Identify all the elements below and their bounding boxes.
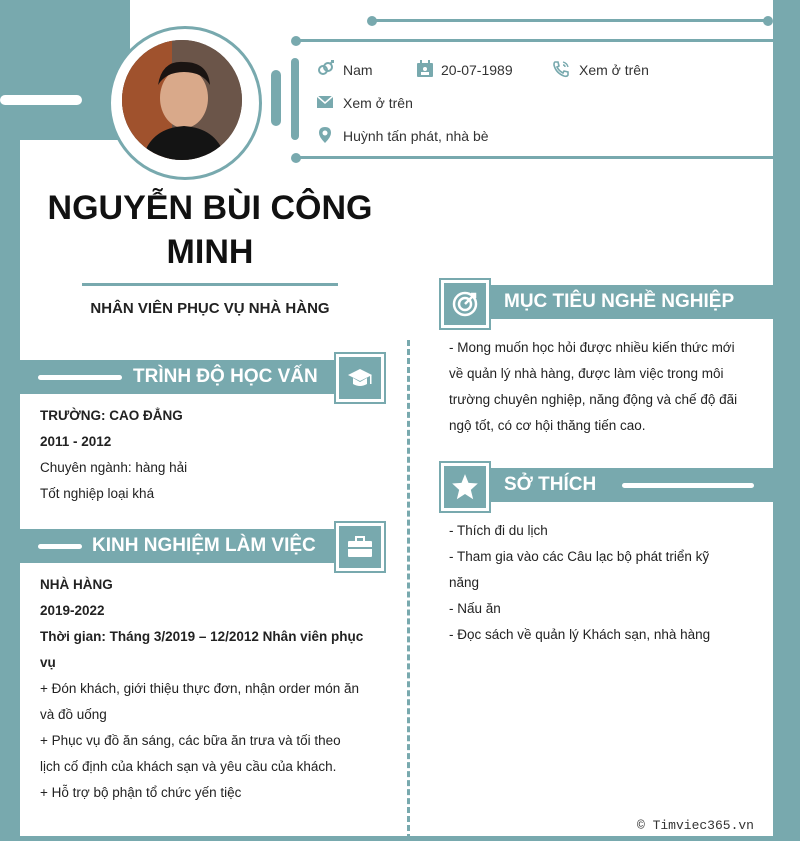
graduation-cap-icon: [336, 354, 384, 402]
objective-title: MỤC TIÊU NGHỀ NGHIỆP: [504, 291, 735, 312]
objective-line: ngộ tốt, có cơ hội thăng tiến cao.: [449, 418, 646, 433]
school-name: TRƯỜNG: CAO ĐẲNG: [40, 408, 183, 423]
hobbies-header: [470, 468, 774, 502]
decor-pill: [271, 70, 281, 126]
duty-line: lịch cố định của khách sạn và yêu cầu của khách.: [40, 759, 337, 774]
hobby-item: - Thích đi du lịch: [449, 523, 548, 538]
experience-years: 2019-2022: [40, 603, 105, 618]
hobby-item: - Tham gia vào các Câu lạc bộ phát triển kỹ: [449, 549, 710, 564]
full-name: [40, 186, 380, 274]
phone-icon: [552, 60, 570, 83]
avatar: [122, 40, 242, 160]
frame-bottom-bar: [0, 836, 800, 841]
name-line-2: MINH: [166, 233, 254, 271]
name-divider: [82, 283, 338, 286]
decor-white-bar: [622, 483, 754, 488]
objective-line: về quản lý nhà hàng, được làm việc trong môi: [449, 366, 724, 381]
briefcase-icon: [336, 523, 384, 571]
education-body: [40, 403, 187, 507]
calendar-icon: [416, 60, 434, 83]
target-icon: [441, 280, 489, 328]
email-value: Xem ở trên: [343, 95, 413, 111]
education-major: Chuyên ngành: hàng hải: [40, 460, 188, 475]
objective-header: [470, 285, 774, 319]
frame-top-left-block: [0, 0, 130, 60]
objective-body: [449, 335, 749, 439]
copyright-text: © Timviec365.vn: [636, 818, 754, 833]
decor-white-bar: [38, 375, 122, 380]
decor-pill: [291, 58, 299, 140]
frame-right-bar: [773, 0, 800, 841]
experience-period: Thời gian: Tháng 3/2019 – 12/2012 Nhân viên phục: [40, 629, 364, 644]
experience-body: [40, 572, 371, 806]
education-title: TRÌNH ĐỘ HỌC VẤN: [133, 366, 318, 387]
duty-line: + Đón khách, giới thiệu thực đơn, nhận order món ăn: [40, 681, 360, 696]
column-divider: [407, 340, 410, 840]
gender-value: Nam: [343, 62, 373, 78]
decor-line: [296, 156, 774, 159]
address-value: Huỳnh tấn phát, nhà bè: [343, 128, 489, 144]
education-years: 2011 - 2012: [40, 434, 112, 449]
experience-period-cont: vụ: [40, 655, 56, 670]
decor-line: [372, 19, 768, 22]
company-name: NHÀ HÀNG: [40, 577, 113, 592]
experience-title: KINH NGHIỆM LÀM VIỆC: [92, 535, 316, 556]
duty-line: và đồ uống: [40, 707, 107, 722]
objective-line: - Mong muốn học hỏi được nhiều kiến thức mới: [449, 340, 735, 355]
location-icon: [316, 126, 334, 149]
hobbies-title: SỞ THÍCH: [504, 474, 597, 495]
duty-line: + Hỗ trợ bộ phận tổ chức yến tiệc: [40, 785, 242, 800]
gender-icon: [316, 60, 334, 83]
name-line-1: NGUYỄN BÙI CÔNG: [47, 189, 373, 227]
hobby-item: năng: [449, 575, 480, 590]
star-icon: [441, 463, 489, 511]
hobby-item: - Đọc sách về quản lý Khách sạn, nhà hàng: [449, 627, 711, 642]
email-icon: [316, 93, 334, 116]
objective-line: trường chuyên nghiệp, năng động và chế độ đãi: [449, 392, 738, 407]
experience-header: [20, 529, 350, 563]
decor-dot: [763, 16, 773, 26]
decor-white-bar: [38, 544, 82, 549]
education-result: Tốt nghiệp loại khá: [40, 486, 155, 501]
decor-line: [296, 39, 774, 42]
hobbies-body: [449, 518, 747, 648]
decor-white-bar: [0, 95, 82, 105]
education-header: [20, 360, 350, 394]
birthday-value: 20-07-1989: [441, 62, 513, 78]
hobby-item: - Nấu ăn: [449, 601, 501, 616]
job-title: NHÂN VIÊN PHỤC VỤ NHÀ HÀNG: [90, 300, 330, 317]
duty-line: + Phục vụ đồ ăn sáng, các bữa ăn trưa và tối theo: [40, 733, 341, 748]
phone-value: Xem ở trên: [579, 62, 649, 78]
